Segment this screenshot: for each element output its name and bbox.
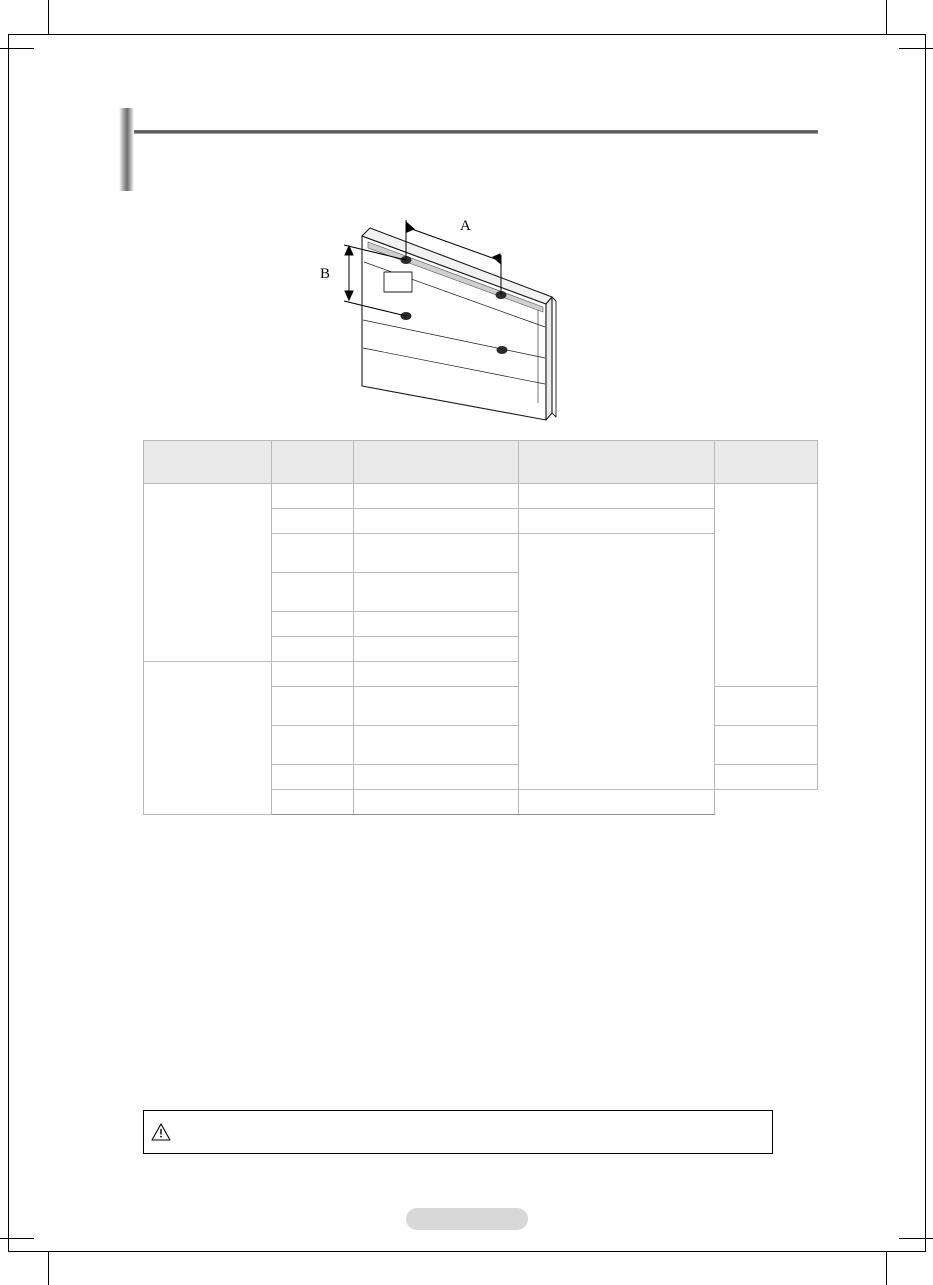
crop-mark-top-left-h [0,48,34,49]
table-cell [353,765,519,790]
table-header-cell-4 [714,441,817,484]
table-cell [272,534,354,573]
table-cell [353,573,519,612]
crop-mark-bottom-right-v [886,1251,887,1285]
table-cell [714,726,817,765]
table-cell [272,612,354,637]
crop-mark-top-left-v [48,0,49,34]
table-cell-group-a [144,484,272,662]
warning-triangle-icon [144,1123,178,1141]
dimension-label-b: B [320,266,331,282]
table-cell [272,509,354,534]
page-border-bottom [8,1251,926,1252]
table-cell [272,637,354,662]
table-cell-group-vesa [519,534,714,790]
table-cell [353,790,519,815]
table-header-cell-2 [353,441,519,484]
table-header-cell-1 [272,441,354,484]
table-header-cell-3 [519,441,714,484]
page-border-right [925,34,926,1252]
table-cell [353,612,519,637]
table-cell [272,484,354,509]
table-cell [272,687,354,726]
table-cell [353,534,519,573]
table-cell [519,790,714,815]
header-rule [134,130,818,134]
crop-mark-bottom-left-h [0,1238,34,1239]
table-cell [519,509,714,534]
table-cell [353,637,519,662]
caution-box [143,1110,773,1154]
table-cell [272,790,354,815]
crop-mark-bottom-right-h [899,1238,933,1239]
tv-rear-panel-illustration [300,198,600,438]
table-cell [272,726,354,765]
footer-page-number [406,1208,528,1230]
table-cell [272,573,354,612]
page-border-left [8,34,9,1252]
table-row [144,484,818,509]
crop-mark-bottom-left-v [48,1251,49,1285]
table-cell-group-note [714,484,817,687]
table-cell [353,509,519,534]
table-cell-group-b [144,662,272,815]
header-tab-marker [119,108,134,191]
wall-mount-specification-table [143,440,818,815]
table-cell [353,484,519,509]
table-header-cell-0 [144,441,272,484]
table-cell [714,765,817,790]
table-cell [272,765,354,790]
table-cell [353,662,519,687]
table-cell [272,662,354,687]
table-cell [714,687,817,726]
table-cell [353,726,519,765]
dimension-label-a: A [460,218,471,234]
table-cell [519,484,714,509]
page-border-top [8,34,926,35]
table-cell [353,687,519,726]
table-header-row [144,441,818,484]
crop-mark-top-right-v [886,0,887,34]
crop-mark-top-right-h [899,48,933,49]
